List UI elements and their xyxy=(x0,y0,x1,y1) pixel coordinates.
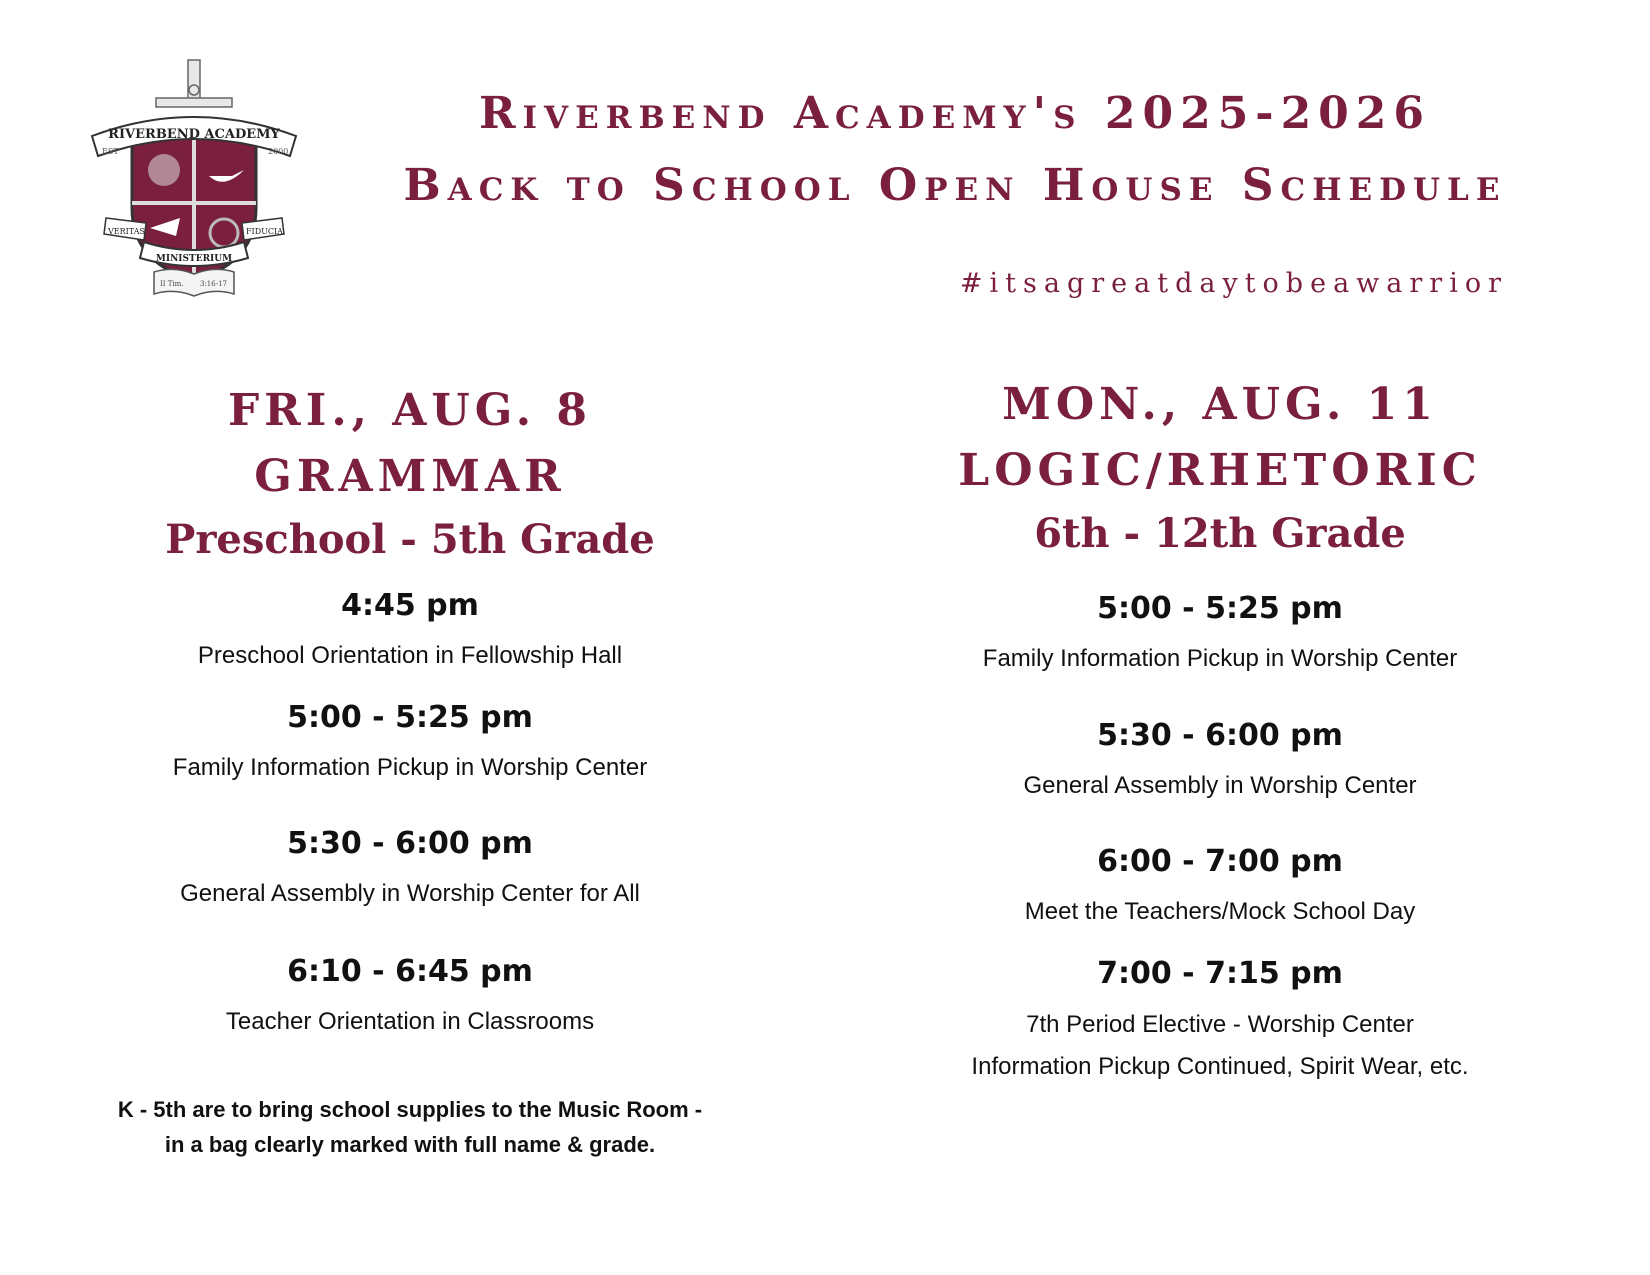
crest-est: EST xyxy=(102,147,119,156)
page-title-line1: Riverbend Academy's 2025-2026 xyxy=(478,88,1432,139)
right-events xyxy=(870,0,1570,1275)
crest-top-banner: RIVERBEND ACADEMY xyxy=(108,127,280,142)
right-grade-range: 6th - 12th Grade xyxy=(1034,510,1406,557)
supplies-note xyxy=(60,1092,760,1162)
right-day-heading: MON., AUG. 11 xyxy=(1002,379,1438,430)
supplies-note-line2: in a bag clearly marked with full name & grade. xyxy=(164,1132,656,1157)
left-division-heading: GRAMMAR xyxy=(254,451,566,502)
event-time: 5:00 - 5:25 pm xyxy=(287,700,533,735)
event-time: 5:00 - 5:25 pm xyxy=(1097,591,1343,626)
left-day-heading: FRI., AUG. 8 xyxy=(227,385,593,436)
crest-right-motto: FIDUCIA xyxy=(246,227,283,236)
right-division-heading: LOGIC/RHETORIC xyxy=(958,445,1482,496)
crest-year: 2000 xyxy=(268,147,289,156)
event-time: 6:00 - 7:00 pm xyxy=(1097,844,1343,879)
event-description: Teacher Orientation in Classrooms xyxy=(225,1008,595,1035)
event-description-continued: Information Pickup Continued, Spirit Wear, etc. xyxy=(971,1053,1469,1080)
event-description: Meet the Teachers/Mock School Day xyxy=(1024,898,1416,925)
event-description: General Assembly in Worship Center xyxy=(1023,772,1417,799)
event-description: Preschool Orientation in Fellowship Hall xyxy=(197,642,623,669)
left-events xyxy=(60,0,760,1275)
event-description: Family Information Pickup in Worship Center xyxy=(172,754,648,781)
left-grade-range: Preschool - 5th Grade xyxy=(165,516,655,563)
event-time: 7:00 - 7:15 pm xyxy=(1097,956,1343,991)
event-time: 5:30 - 6:00 pm xyxy=(1097,718,1343,753)
event-time: 6:10 - 6:45 pm xyxy=(287,954,533,989)
supplies-note-line1: K - 5th are to bring school supplies to the Music Room - xyxy=(117,1097,703,1122)
page-title-line2: Back to School Open House Schedule xyxy=(403,160,1507,211)
event-description: General Assembly in Worship Center for All xyxy=(180,880,640,907)
event-time: 5:30 - 6:00 pm xyxy=(287,826,533,861)
event-description: 7th Period Elective - Worship Center xyxy=(1026,1011,1414,1038)
crest-book-left: II Tim. xyxy=(160,280,184,288)
crest-left-motto: VERITAS xyxy=(108,227,145,236)
crest-book-right: 3:16-17 xyxy=(200,280,227,288)
crest-bottom-banner: MINISTERIUM xyxy=(155,254,233,264)
event-time: 4:45 pm xyxy=(341,588,479,623)
hashtag: #itsagreatdaytobeawarrior xyxy=(959,268,1508,299)
event-description: Family Information Pickup in Worship Center xyxy=(982,645,1458,672)
